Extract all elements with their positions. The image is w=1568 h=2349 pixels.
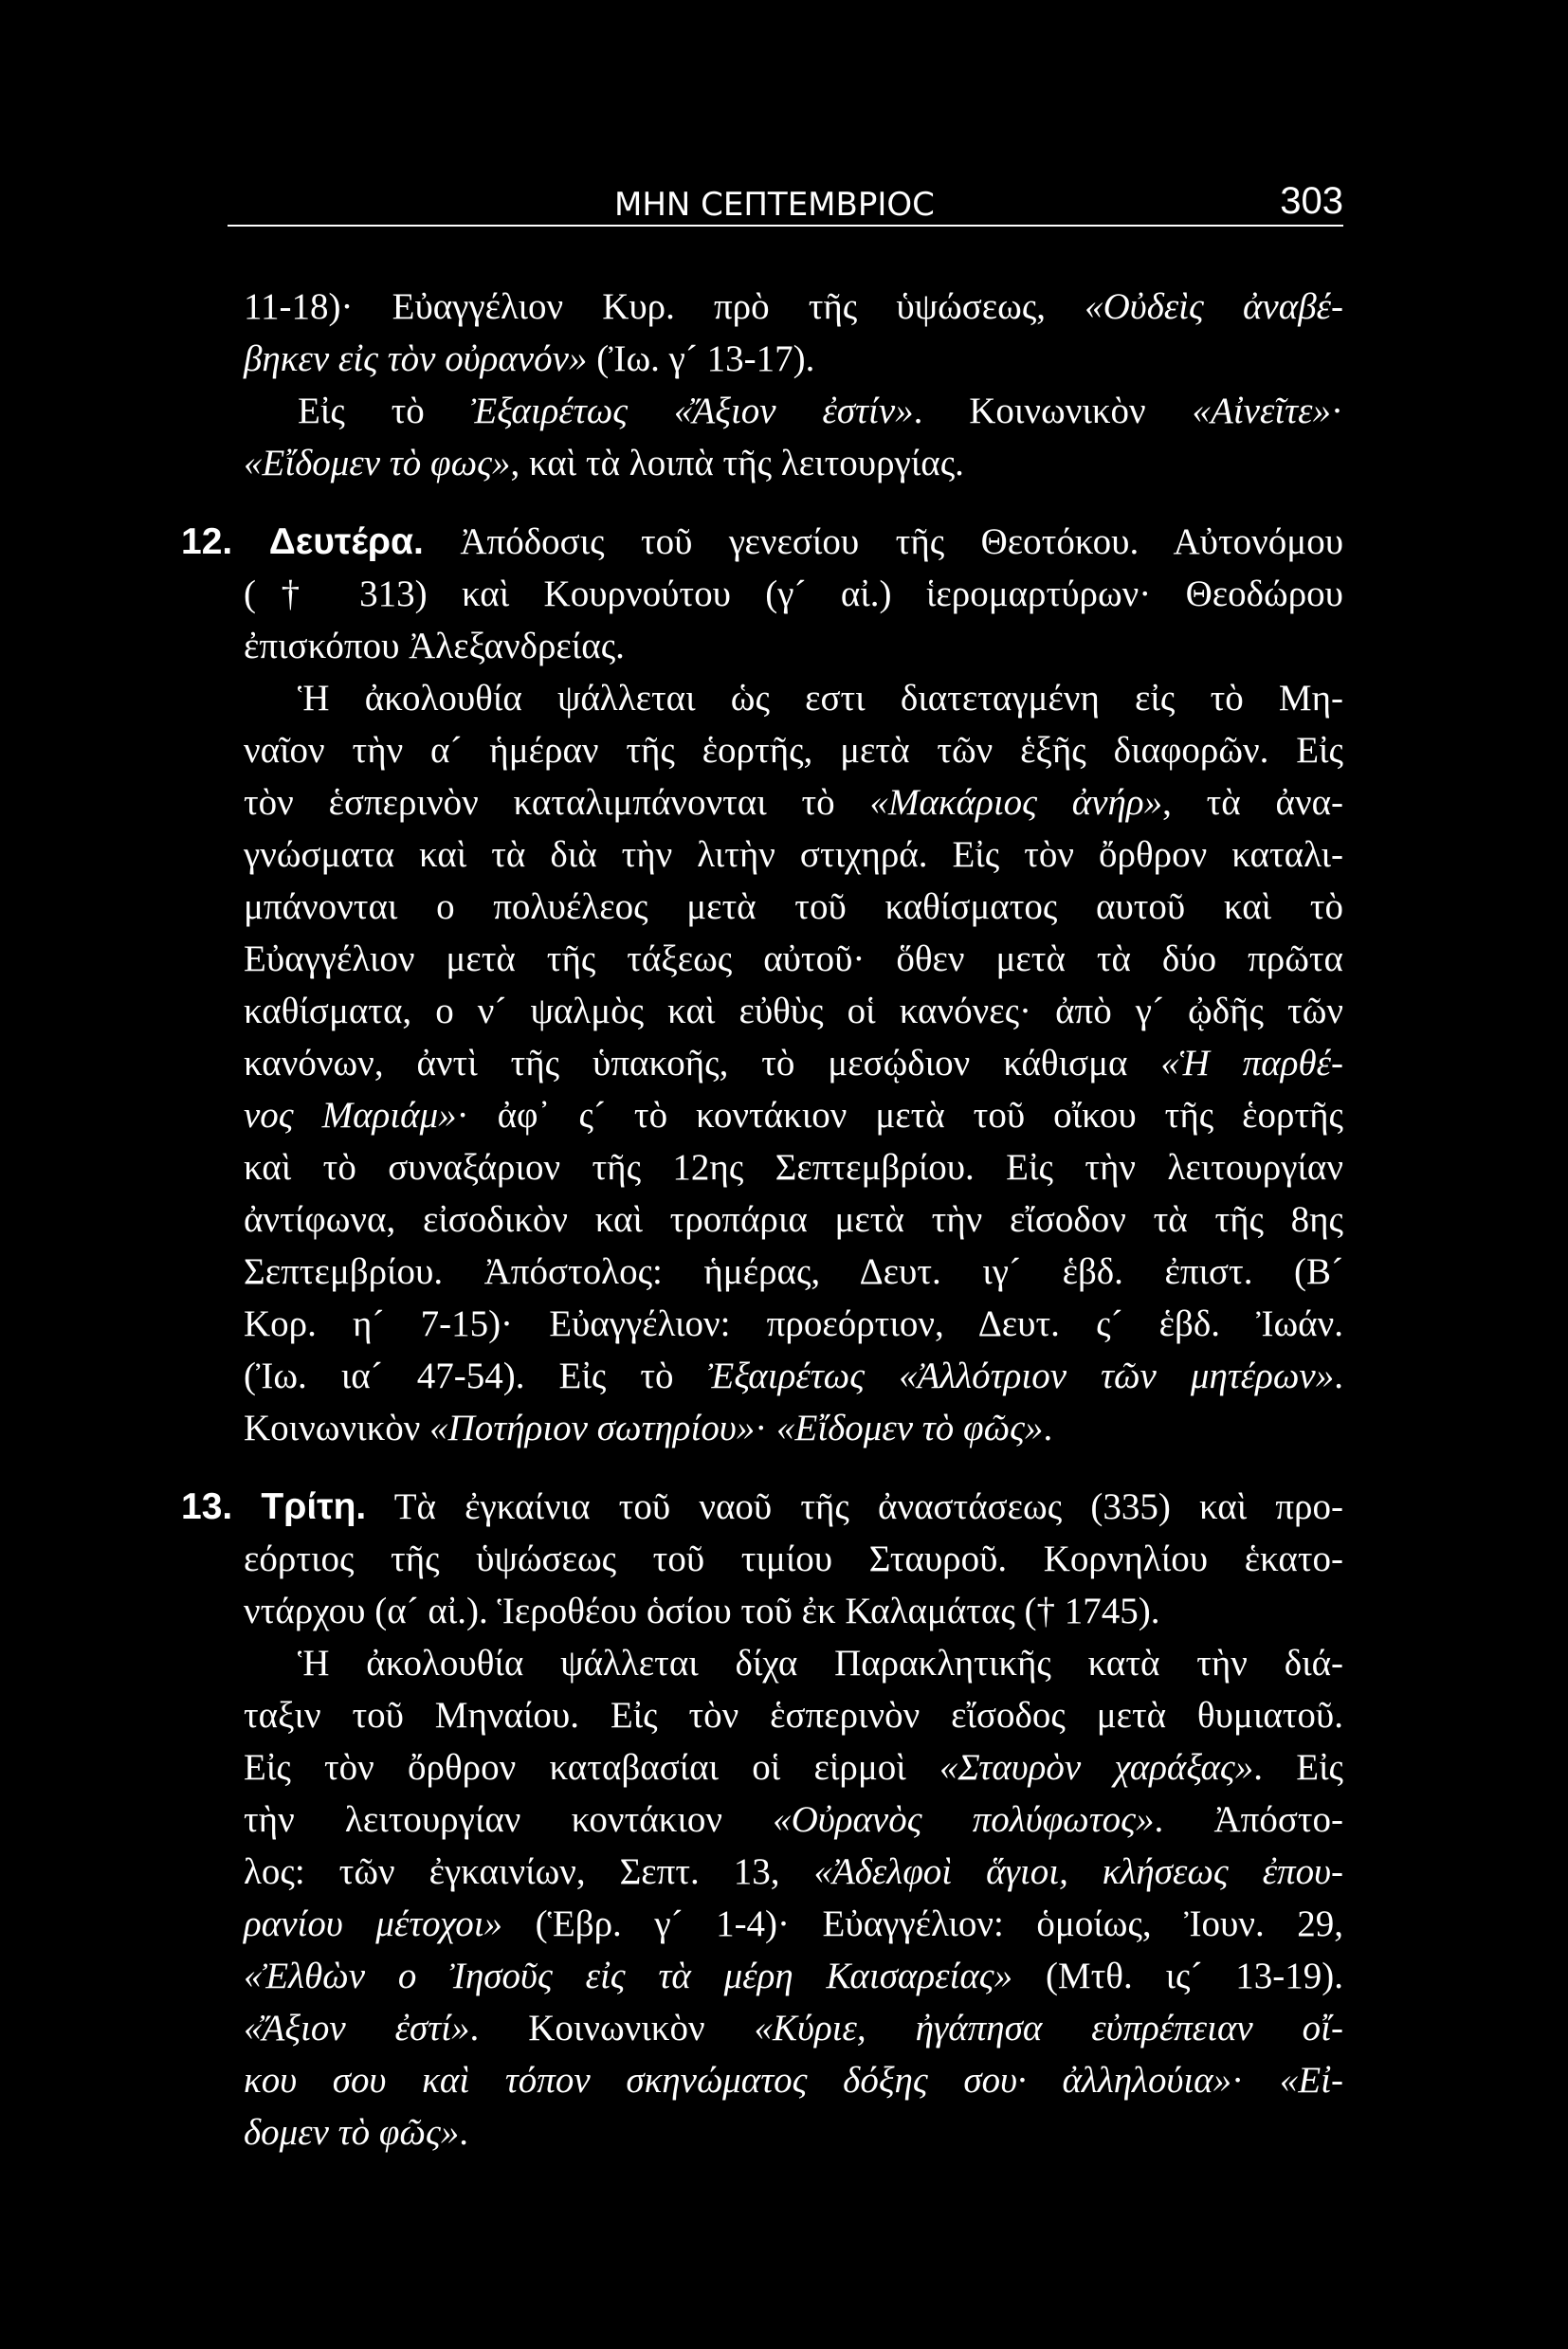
text-run: καὶ τὸ συναξάριον τῆς 12ης Σεπτεμβρίου. Εἰς τὴν λειτουργίαν (244, 1147, 1343, 1188)
text-line (244, 1689, 1343, 1741)
text-line (244, 1533, 1343, 1585)
text-line (244, 1193, 1343, 1246)
paragraph (244, 1637, 1343, 2158)
text-line (244, 1637, 1343, 1689)
text-line (244, 333, 1343, 385)
text-line (244, 1741, 1343, 1794)
text-line (181, 516, 1343, 568)
body-text (181, 281, 1344, 2158)
text-line (244, 568, 1343, 620)
text-run: γνώσματα καὶ τὰ διὰ τὴν λιτὴν στιχηρά. Εἰς τὸν ὄρθρον καταλι- (244, 834, 1343, 875)
italic-run: «Κύριε, ἠγάπησα εὐπρέπειαν οἴ- (754, 2008, 1343, 2049)
italic-run: «Εἴδομεν τὸ φῶς» (776, 1408, 1044, 1448)
text-run (232, 1486, 261, 1527)
italic-run: «Αἰνεῖτε» (1192, 391, 1331, 431)
entry-heading-run: 13. (181, 1486, 233, 1527)
text-run: 11-18)· Εὐαγγέλιον Κυρ. πρὸ τῆς ὑψώσεως, (244, 286, 1085, 327)
text-run: . Κοινωνικὸν (469, 2008, 755, 2049)
text-run: · (755, 1408, 776, 1448)
header-rule (228, 225, 1343, 227)
italic-run: «Ἐλθὼν ο Ἰησοῦς εἰς τὰ μέρη Καισαρείας» (244, 1956, 1013, 1996)
italic-run: «Εἴδομεν τὸ φως» (244, 443, 511, 483)
text-run: ἀντίφωνα, εἰσοδικὸν καὶ τροπάρια μετὰ τὴν εἴσοδον τὰ τῆς 8ης (244, 1199, 1343, 1240)
text-line (244, 1298, 1343, 1350)
entry-heading-run: Τρίτη. (261, 1486, 367, 1527)
entry-heading-run: Δευτέρα. (268, 521, 424, 562)
text-line (244, 1794, 1343, 1846)
text-run: Εἰς τὸ (298, 391, 471, 431)
paragraph (244, 281, 1343, 385)
text-line (244, 385, 1343, 437)
text-run: . Εἰς (1253, 1747, 1344, 1788)
italic-run: δομεν τὸ φῶς» (244, 2112, 460, 2153)
text-run: ταξιν τοῦ Μηναίου. Εἰς τὸν ἑσπερινὸν εἴσοδος μετὰ θυμιατοῦ. (244, 1695, 1343, 1736)
text-line (244, 1141, 1343, 1193)
page-number: 303 (1280, 180, 1343, 222)
text-run: εόρτιος τῆς ὑψώσεως τοῦ τιμίου Σταυροῦ. Κορνηλίου ἑκατο- (244, 1539, 1343, 1579)
italic-run: κου σου καὶ τόπον σκηνώματος δόξης σου· ἀλληλούια» (244, 2060, 1232, 2101)
text-run: (Ἑβρ. γ´ 1-4)· Εὐαγγέλιον: ὁμοίως, Ἰουν. 29, (502, 1903, 1343, 1944)
italic-run: Ἐξαιρέτως «Ἄξιον ἐστίν» (470, 391, 914, 431)
text-line (244, 1037, 1343, 1089)
text-run: . (1334, 1356, 1343, 1396)
text-run: · (1231, 2060, 1280, 2101)
italic-run: «Ἀδελφοὶ ἅγιοι, κλήσεως ἐπου- (813, 1851, 1343, 1892)
text-run: μπάνονται ο πολυέλεος μετὰ τοῦ καθίσματος αυτοῦ καὶ τὸ (244, 886, 1343, 927)
text-run: (Ἰω. γ´ 13-17). (587, 338, 815, 379)
text-line (244, 1846, 1343, 1898)
text-run (232, 521, 268, 562)
italic-run: ρανίου μέτοχοι» (244, 1903, 503, 1944)
text-line (244, 1350, 1343, 1402)
text-line (244, 1402, 1343, 1454)
text-line (244, 672, 1343, 724)
running-title: ΜΗΝ ϹΕΠΤΕΜΒΡΙΟϹ (614, 186, 935, 224)
text-run: Ἡ ἀκολουθία ψάλλεται ὡς εστι διατεταγμένη εἰς τὸ Μη- (298, 678, 1343, 719)
text-run: (Μτθ. ις´ 13-19). (1012, 1956, 1343, 1996)
text-run: († 313) καὶ Κουρνούτου (γ´ αἰ.) ἱερομαρτύρων· Θεοδώρου (244, 574, 1343, 614)
italic-run: «Ἡ παρθέ- (1160, 1043, 1344, 1083)
text-run: Σεπτεμβρίου. Ἀπόστολος: ἡμέρας, Δευτ. ιγ´ ἑβδ. ἐπιστ. (Β´ (244, 1251, 1343, 1292)
text-run: καθίσματα, ο ν´ ψαλμὸς καὶ εὐθὺς οἱ κανόνες· ἀπὸ γ´ ᾠδῆς τῶν (244, 991, 1343, 1031)
text-run: τὸν ἑσπερινὸν καταλιμπάνονται τὸ (244, 782, 870, 823)
text-line (244, 933, 1343, 985)
text-run: Εὐαγγέλιον μετὰ τῆς τάξεως αὐτοῦ· ὅθεν μετὰ τὰ δύο πρῶτα (244, 938, 1343, 979)
text-line (244, 437, 1343, 489)
text-run: . Κοινωνικὸν (913, 391, 1193, 431)
text-run: . Ἀπόστο- (1154, 1799, 1343, 1840)
italic-run: «Μακάριος ἀνήρ» (869, 782, 1163, 823)
text-line (244, 1246, 1343, 1298)
text-run: · ἀφ᾽ ς´ τὸ κοντάκιον μετὰ τοῦ οἴκου τῆς ἑορτῆς (456, 1095, 1344, 1136)
italic-run: «Οὐδεὶς ἀναβέ- (1085, 286, 1343, 327)
text-run: Ἡ ἀκολουθία ψάλλεται δίχα Παρακλητικῆς κατὰ τὴν διά- (298, 1643, 1343, 1684)
text-run: λος: τῶν ἐγκαινίων, Σεπτ. 13, (244, 1851, 814, 1892)
text-line (244, 1585, 1343, 1637)
text-run: . (1043, 1408, 1053, 1448)
text-line (244, 281, 1343, 333)
italic-run: «Οὐρανὸς πολύφωτος» (773, 1799, 1155, 1840)
text-run: Τὰ ἐγκαίνια τοῦ ναοῦ τῆς ἀναστάσεως (335) καὶ προ- (366, 1486, 1344, 1527)
text-run: ντάρχου (α´ αἰ.). Ἱεροθέου ὁσίου τοῦ ἐκ Καλαμάτας († 1745). (244, 1591, 1160, 1631)
text-line (244, 1089, 1343, 1141)
paragraph (244, 672, 1343, 1454)
italic-run: «Σταυρὸν χαράξας» (939, 1747, 1254, 1788)
text-line (244, 985, 1343, 1037)
text-run: Κοινωνικὸν (244, 1408, 430, 1448)
text-run: (Ἰω. ια´ 47-54). Εἰς τὸ (244, 1356, 708, 1396)
italic-run: Ἐξαιρέτως «Ἀλλότριον τῶν μητέρων» (707, 1356, 1335, 1396)
italic-run: νος Μαριάμ» (244, 1095, 457, 1136)
entry-heading-run: 12. (181, 521, 233, 562)
text-line (244, 776, 1343, 829)
text-line (244, 620, 1343, 672)
text-run: . (459, 2112, 469, 2153)
italic-run: «Ποτήριον σωτηρίου» (429, 1408, 756, 1448)
text-run: Κορ. η´ 7-15)· Εὐαγγέλιον: προεόρτιον, Δευτ. ς´ ἑβδ. Ἰωάν. (244, 1303, 1343, 1344)
text-run: τὴν λειτουργίαν κοντάκιον (244, 1799, 774, 1840)
text-line (244, 829, 1343, 881)
text-run: · (1331, 391, 1343, 431)
text-line (244, 881, 1343, 933)
text-line (181, 1481, 1343, 1533)
paragraph (244, 385, 1343, 489)
day-entry (181, 516, 1344, 672)
text-line (244, 2002, 1343, 2054)
italic-run: «Εἰ- (1279, 2060, 1343, 2101)
text-line (244, 1898, 1343, 1950)
text-run: , καὶ τὰ λοιπὰ τῆς λειτουργίας. (510, 443, 964, 483)
text-run: ναῖον τὴν α´ ἡμέραν τῆς ἑορτῆς, μετὰ τῶν ἑξῆς διαφορῶν. Εἰς (244, 730, 1343, 771)
text-run: Εἰς τὸν ὄρθρον καταβασίαι οἱ εἱρμοὶ (244, 1747, 939, 1788)
text-run: ἐπισκόπου Ἀλεξανδρείας. (244, 626, 625, 666)
text-run: κανόνων, ἀντὶ τῆς ὑπακοῆς, τὸ μεσῴδιον κάθισμα (244, 1043, 1161, 1083)
text-run: , τὰ ἀνα- (1162, 782, 1344, 823)
text-line (244, 1950, 1343, 2002)
day-entry (181, 1481, 1344, 1637)
italic-run: βηκεν εἰς τὸν οὐρανόν» (244, 338, 588, 379)
text-line (244, 2054, 1343, 2106)
text-run: Ἀπόδοσις τοῦ γενεσίου τῆς Θεοτόκου. Αὐτονόμου (423, 521, 1344, 562)
italic-run: «Ἄξιον ἐστί» (244, 2008, 470, 2049)
text-line (244, 724, 1343, 776)
text-line (244, 2106, 1343, 2158)
